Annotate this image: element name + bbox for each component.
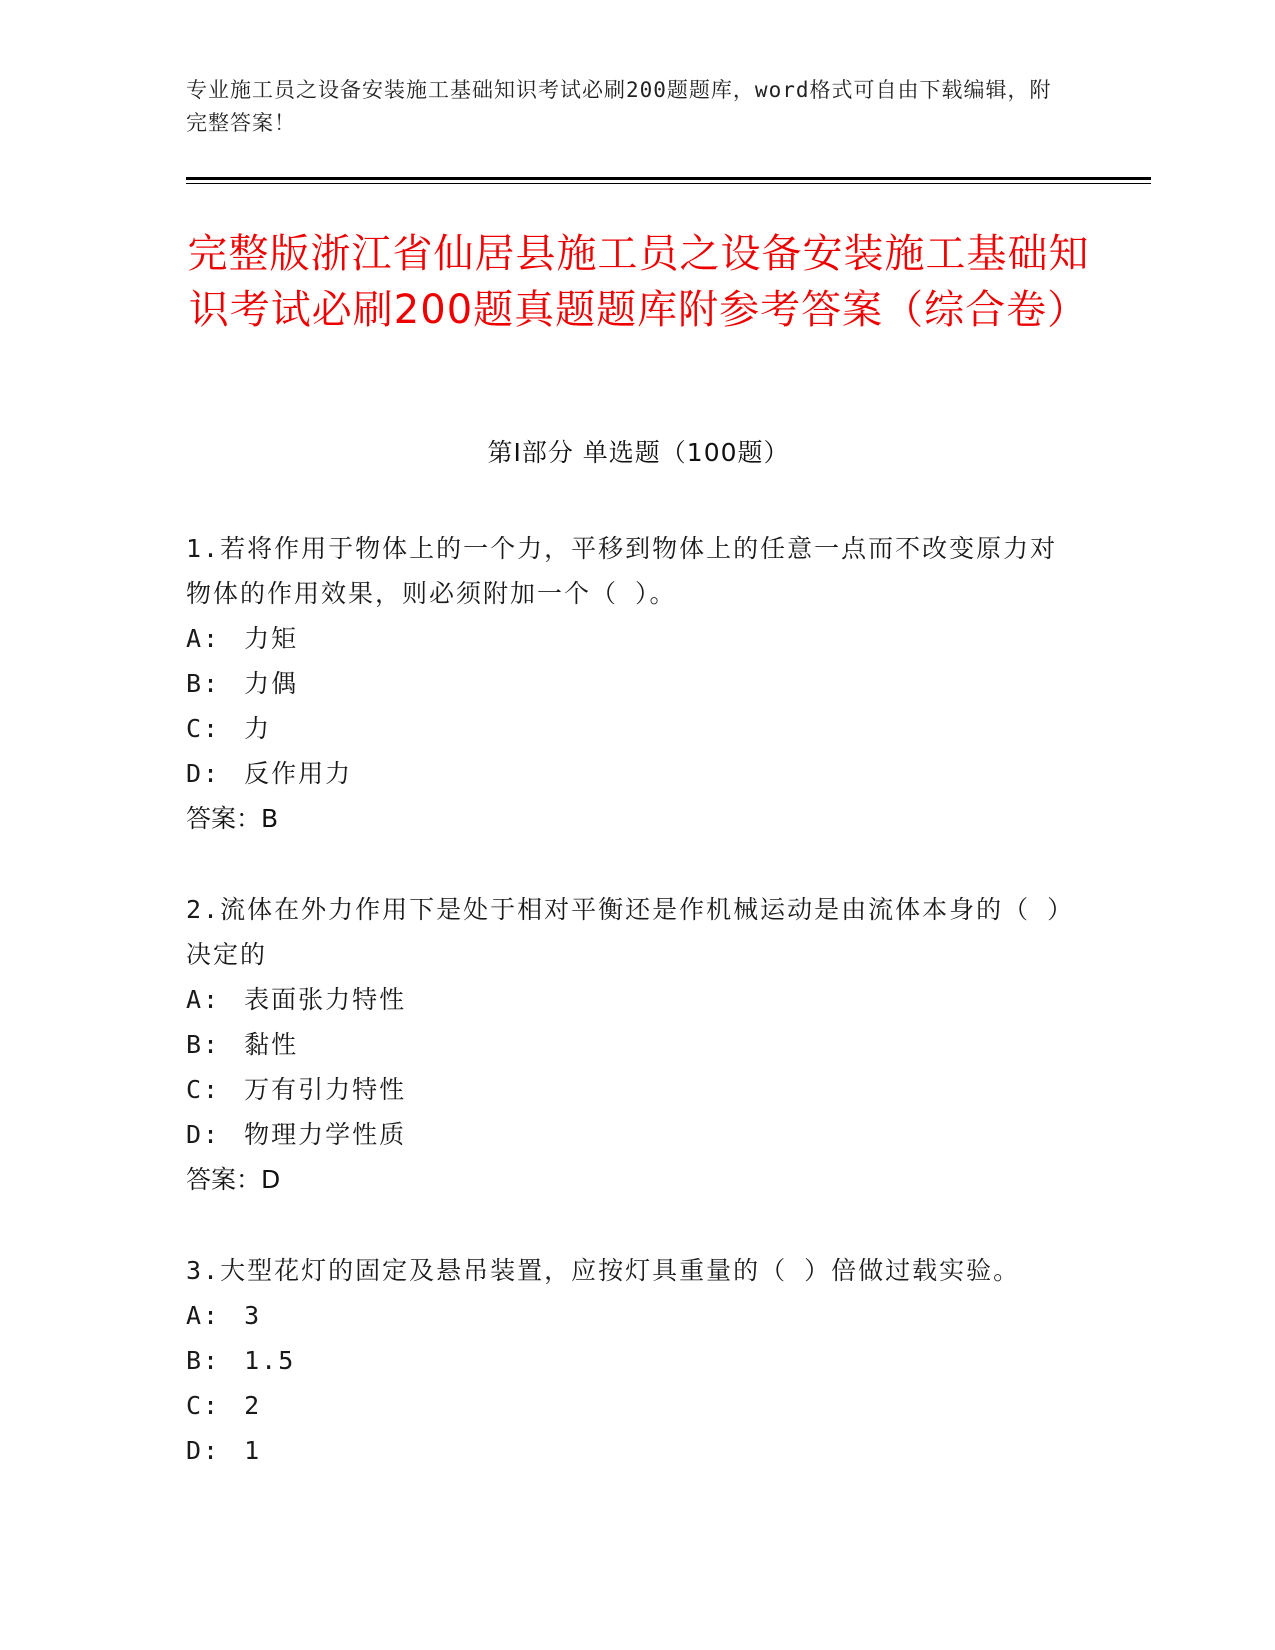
answer: 答案：D <box>186 1165 281 1194</box>
option-key: C: <box>186 714 221 743</box>
header-note: 专业施工员之设备安装施工基础知识考试必刷200题题库，word格式可自由下载编辑，附完整答案！ <box>186 78 1052 135</box>
option-key: A: <box>186 1301 221 1330</box>
option-text: 万有引力特性 <box>244 1075 407 1104</box>
option-a <box>186 1293 1066 1338</box>
option-text: 力 <box>244 714 272 743</box>
option-b <box>186 1338 1066 1383</box>
option-d <box>186 751 1066 796</box>
section-title: 第Ⅰ部分 单选题（100题） <box>487 438 790 467</box>
option-key: A: <box>186 985 221 1014</box>
option-key: D: <box>186 1436 221 1465</box>
option-key: D: <box>186 759 221 788</box>
option-text: 力矩 <box>244 624 299 653</box>
option-b <box>186 661 1066 706</box>
option-key: A: <box>186 624 221 653</box>
question-stem: 3.大型花灯的固定及悬吊装置，应按灯具重量的（ ）倍做过载实验。 <box>186 1256 1021 1285</box>
option-key: B: <box>186 1030 221 1059</box>
option-c <box>186 706 1066 751</box>
question-1 <box>186 526 1066 841</box>
question-stem: 1.若将作用于物体上的一个力，平移到物体上的任意一点而不改变原力对物体的作用效果，则必须附加一个（ ）。 <box>186 534 1058 608</box>
option-text: 反作用力 <box>244 759 353 788</box>
answer: 答案：B <box>186 804 279 833</box>
option-text: 黏性 <box>244 1030 299 1059</box>
option-text: 力偶 <box>244 669 299 698</box>
option-d <box>186 1428 1066 1473</box>
option-c <box>186 1383 1066 1428</box>
header-divider-thick <box>186 177 1151 180</box>
option-a <box>186 977 1066 1022</box>
question-stem: 2.流体在外力作用下是处于相对平衡还是作机械运动是由流体本身的（ ）决定的 <box>186 895 1062 969</box>
option-text: 1 <box>244 1436 262 1465</box>
question-list <box>186 526 1066 1519</box>
option-text: 1.5 <box>244 1346 296 1375</box>
option-d <box>186 1112 1066 1157</box>
option-text: 物理力学性质 <box>244 1120 407 1149</box>
option-b <box>186 1022 1066 1067</box>
document-title: 完整版浙江省仙居县施工员之设备安装施工基础知识考试必刷200题真题题库附参考答案（综合卷） <box>187 231 1090 333</box>
option-c <box>186 1067 1066 1112</box>
question-2 <box>186 887 1066 1202</box>
header-divider-thin <box>186 183 1151 184</box>
option-key: B: <box>186 669 221 698</box>
option-key: C: <box>186 1391 221 1420</box>
option-key: C: <box>186 1075 221 1104</box>
option-key: D: <box>186 1120 221 1149</box>
option-a <box>186 616 1066 661</box>
option-text: 2 <box>244 1391 262 1420</box>
option-text: 表面张力特性 <box>244 985 407 1014</box>
question-3 <box>186 1248 1066 1473</box>
option-text: 3 <box>244 1301 262 1330</box>
option-key: B: <box>186 1346 221 1375</box>
